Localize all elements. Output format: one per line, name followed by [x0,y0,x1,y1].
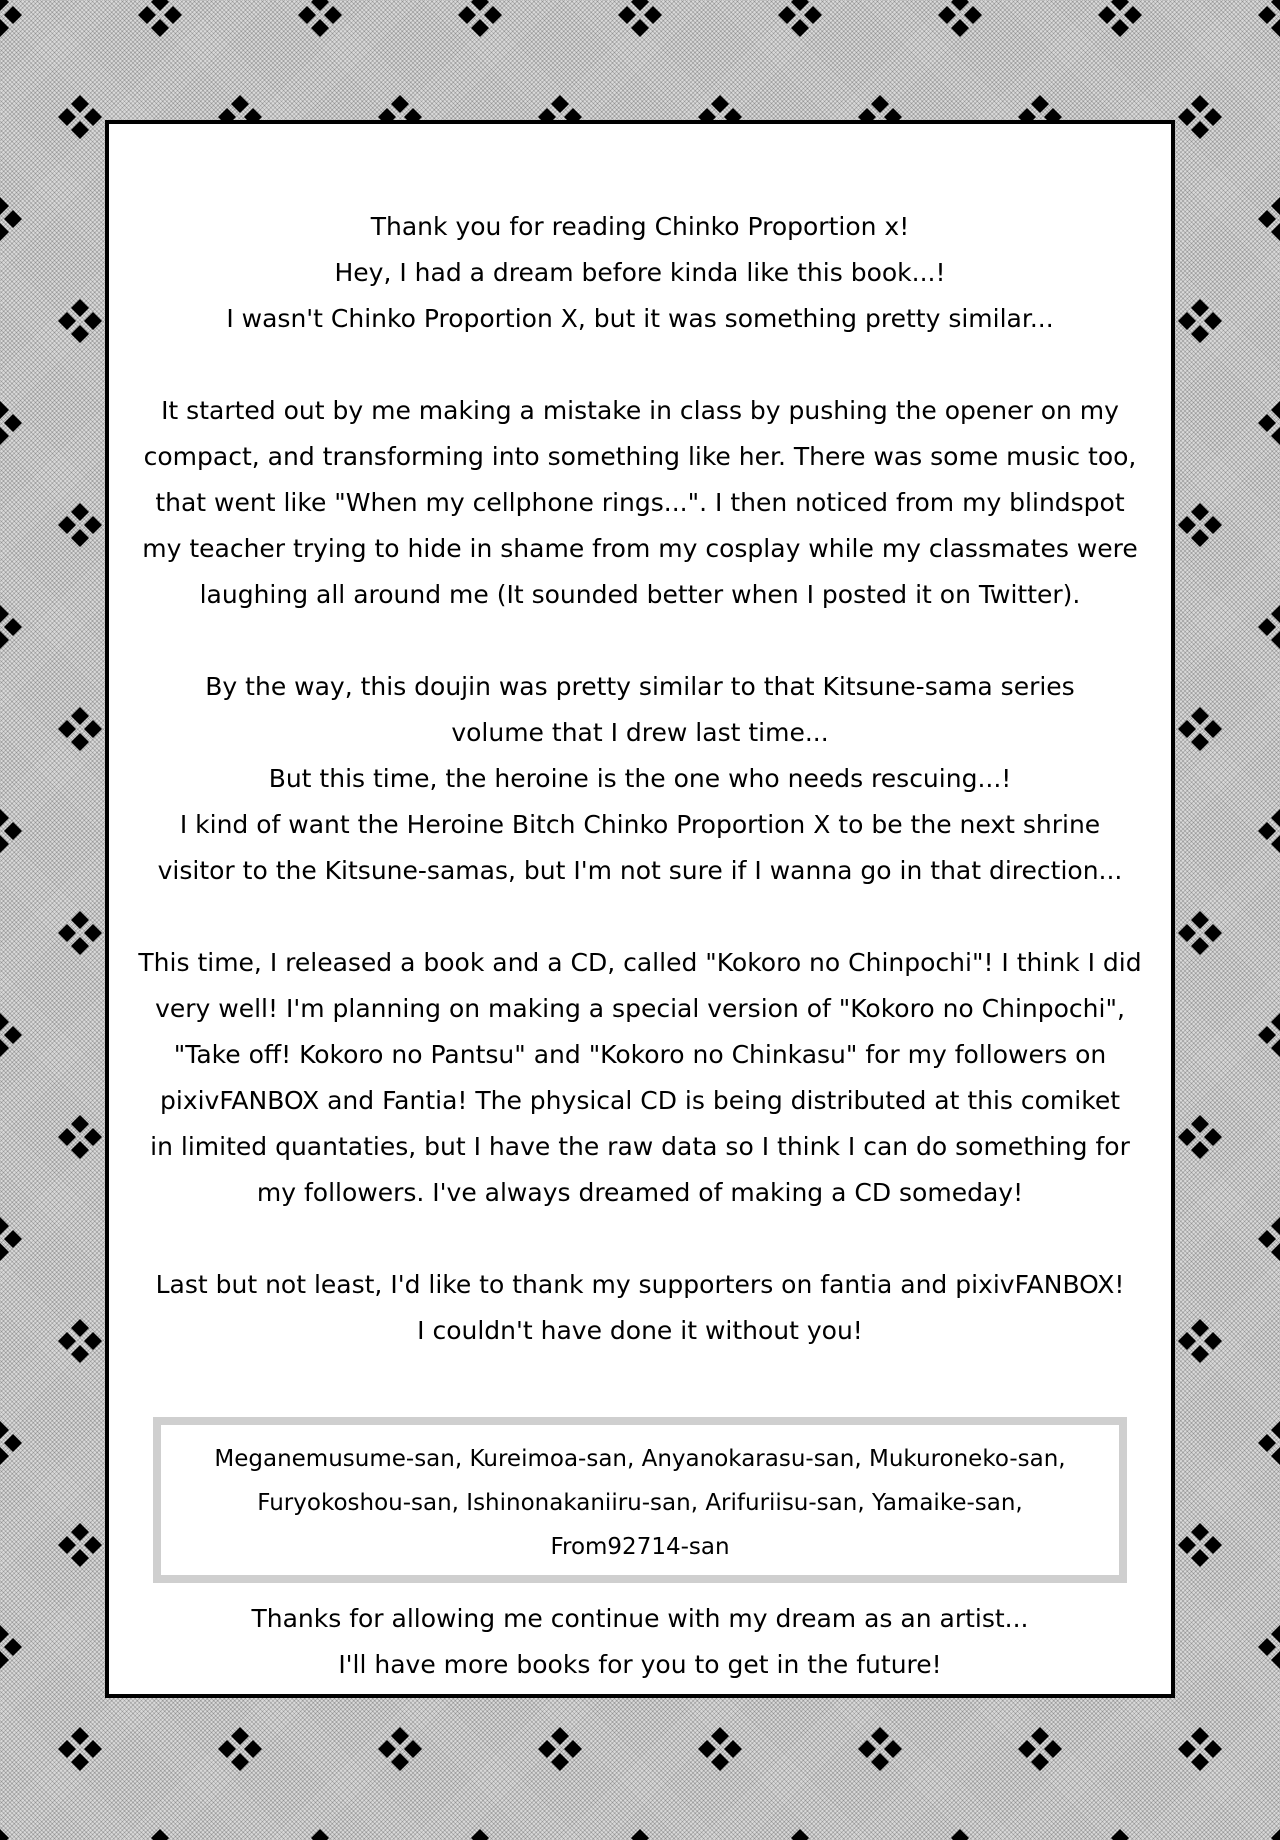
paragraph-kitsune [129,664,1151,894]
diamond-cluster-icon [138,1829,182,1840]
diamond-cluster-icon [1258,1013,1280,1057]
text-line: that went like "When my cellphone rings...". I then noticed from my blindspot [155,488,1125,517]
diamond-cluster-icon [1018,1727,1062,1771]
text-line: This time, I released a book and a CD, called "Kokoro no Chinpochi"! I think I did [138,948,1142,977]
paragraph-thanks [129,1262,1151,1354]
diamond-cluster-icon [58,1319,102,1363]
paragraph-dream [129,388,1151,618]
paragraph-intro [129,204,1151,342]
diamond-cluster-icon [0,1013,22,1057]
diamond-cluster-icon [0,605,22,649]
diamond-cluster-icon [1098,1829,1142,1840]
text-line: my followers. I've always dreamed of making a CD someday! [256,1178,1024,1207]
diamond-cluster-icon [0,1421,22,1465]
diamond-cluster-icon [938,1829,982,1840]
diamond-cluster-icon [1098,0,1142,37]
diamond-cluster-icon [0,809,22,853]
letter-page [105,120,1175,1698]
diamond-cluster-icon [1178,503,1222,547]
text-line: volume that I drew last time... [451,718,829,747]
diamond-cluster-icon [0,401,22,445]
diamond-cluster-icon [58,911,102,955]
diamond-cluster-icon [58,95,102,139]
diamond-cluster-icon [698,1727,742,1771]
text-line: It started out by me making a mistake in class by pushing the opener on my [161,396,1119,425]
text-line: Hey, I had a dream before kinda like this book...! [334,258,946,287]
diamond-cluster-icon [58,707,102,751]
diamond-cluster-icon [1258,197,1280,241]
diamond-cluster-icon [1258,809,1280,853]
diamond-cluster-icon [0,1625,22,1669]
text-line: By the way, this doujin was pretty similar to that Kitsune-sama series [205,672,1075,701]
diamond-cluster-icon [1258,1625,1280,1669]
diamond-cluster-icon [218,1727,262,1771]
diamond-cluster-icon [858,1727,902,1771]
diamond-cluster-icon [1258,0,1280,37]
text-line: my teacher trying to hide in shame from my cosplay while my classmates were [142,534,1138,563]
text-line: very well! I'm planning on making a special version of "Kokoro no Chinpochi", [155,994,1125,1023]
text-line: compact, and transforming into something like her. There was some music too, [143,442,1137,471]
diamond-cluster-icon [538,1727,582,1771]
credit-line: Meganemusume-san, Kureimoa-san, Anyanokarasu-san, Mukuroneko-san, [214,1446,1066,1472]
diamond-cluster-icon [1258,401,1280,445]
diamond-cluster-icon [778,0,822,37]
diamond-cluster-icon [1178,1115,1222,1159]
diamond-cluster-icon [58,299,102,343]
diamond-cluster-icon [1258,1829,1280,1840]
text-line: pixivFANBOX and Fantia! The physical CD is being distributed at this comiket [160,1086,1120,1115]
text-line: Last but not least, I'd like to thank my supporters on fantia and pixivFANBOX! [155,1270,1125,1299]
diamond-cluster-icon [1178,911,1222,955]
diamond-cluster-icon [0,1829,22,1840]
text-line: I kind of want the Heroine Bitch Chinko Proportion X to be the next shrine [179,810,1101,839]
diamond-cluster-icon [1258,1421,1280,1465]
credit-line: Furyokoshou-san, Ishinonakaniiru-san, Arifuriisu-san, Yamaike-san, [257,1490,1023,1516]
afterword-text [129,204,1151,1400]
diamond-cluster-icon [298,0,342,37]
diamond-cluster-icon [298,1829,342,1840]
diamond-cluster-icon [0,197,22,241]
diamond-cluster-icon [58,1115,102,1159]
diamond-cluster-icon [618,1829,662,1840]
diamond-cluster-icon [1258,1217,1280,1261]
text-line: laughing all around me (It sounded better when I posted it on Twitter). [199,580,1081,609]
diamond-cluster-icon [378,1727,422,1771]
text-line: in limited quantaties, but I have the raw data so I think I can do something for [150,1132,1130,1161]
diamond-cluster-icon [458,1829,502,1840]
diamond-cluster-icon [1178,1523,1222,1567]
text-line: "Take off! Kokoro no Pantsu" and "Kokoro no Chinkasu" for my followers on [173,1040,1107,1069]
diamond-cluster-icon [1258,605,1280,649]
supporters-credit-box [153,1417,1127,1583]
text-line: Thank you for reading Chinko Proportion x! [370,212,910,241]
text-line: But this time, the heroine is the one who needs rescuing...! [268,764,1012,793]
diamond-cluster-icon [1178,95,1222,139]
paragraph-cd [129,940,1151,1216]
diamond-cluster-icon [0,0,22,37]
diamond-cluster-icon [1178,299,1222,343]
diamond-cluster-icon [618,0,662,37]
text-line: visitor to the Kitsune-samas, but I'm not sure if I wanna go in that direction... [157,856,1123,885]
diamond-cluster-icon [1178,1319,1222,1363]
diamond-cluster-icon [58,503,102,547]
diamond-cluster-icon [58,1727,102,1771]
diamond-cluster-icon [938,0,982,37]
diamond-cluster-icon [1178,707,1222,751]
diamond-cluster-icon [1178,1727,1222,1771]
text-line: I'll have more books for you to get in the future! [338,1650,942,1679]
diamond-cluster-icon [458,0,502,37]
text-line: I wasn't Chinko Proportion X, but it was something pretty similar... [226,304,1054,333]
diamond-cluster-icon [138,0,182,37]
text-line: I couldn't have done it without you! [417,1316,863,1345]
closing-message [129,1596,1151,1688]
diamond-cluster-icon [778,1829,822,1840]
credit-line: From92714-san [550,1534,730,1560]
text-line: Thanks for allowing me continue with my dream as an artist... [251,1604,1029,1633]
diamond-cluster-icon [58,1523,102,1567]
diamond-cluster-icon [0,1217,22,1261]
